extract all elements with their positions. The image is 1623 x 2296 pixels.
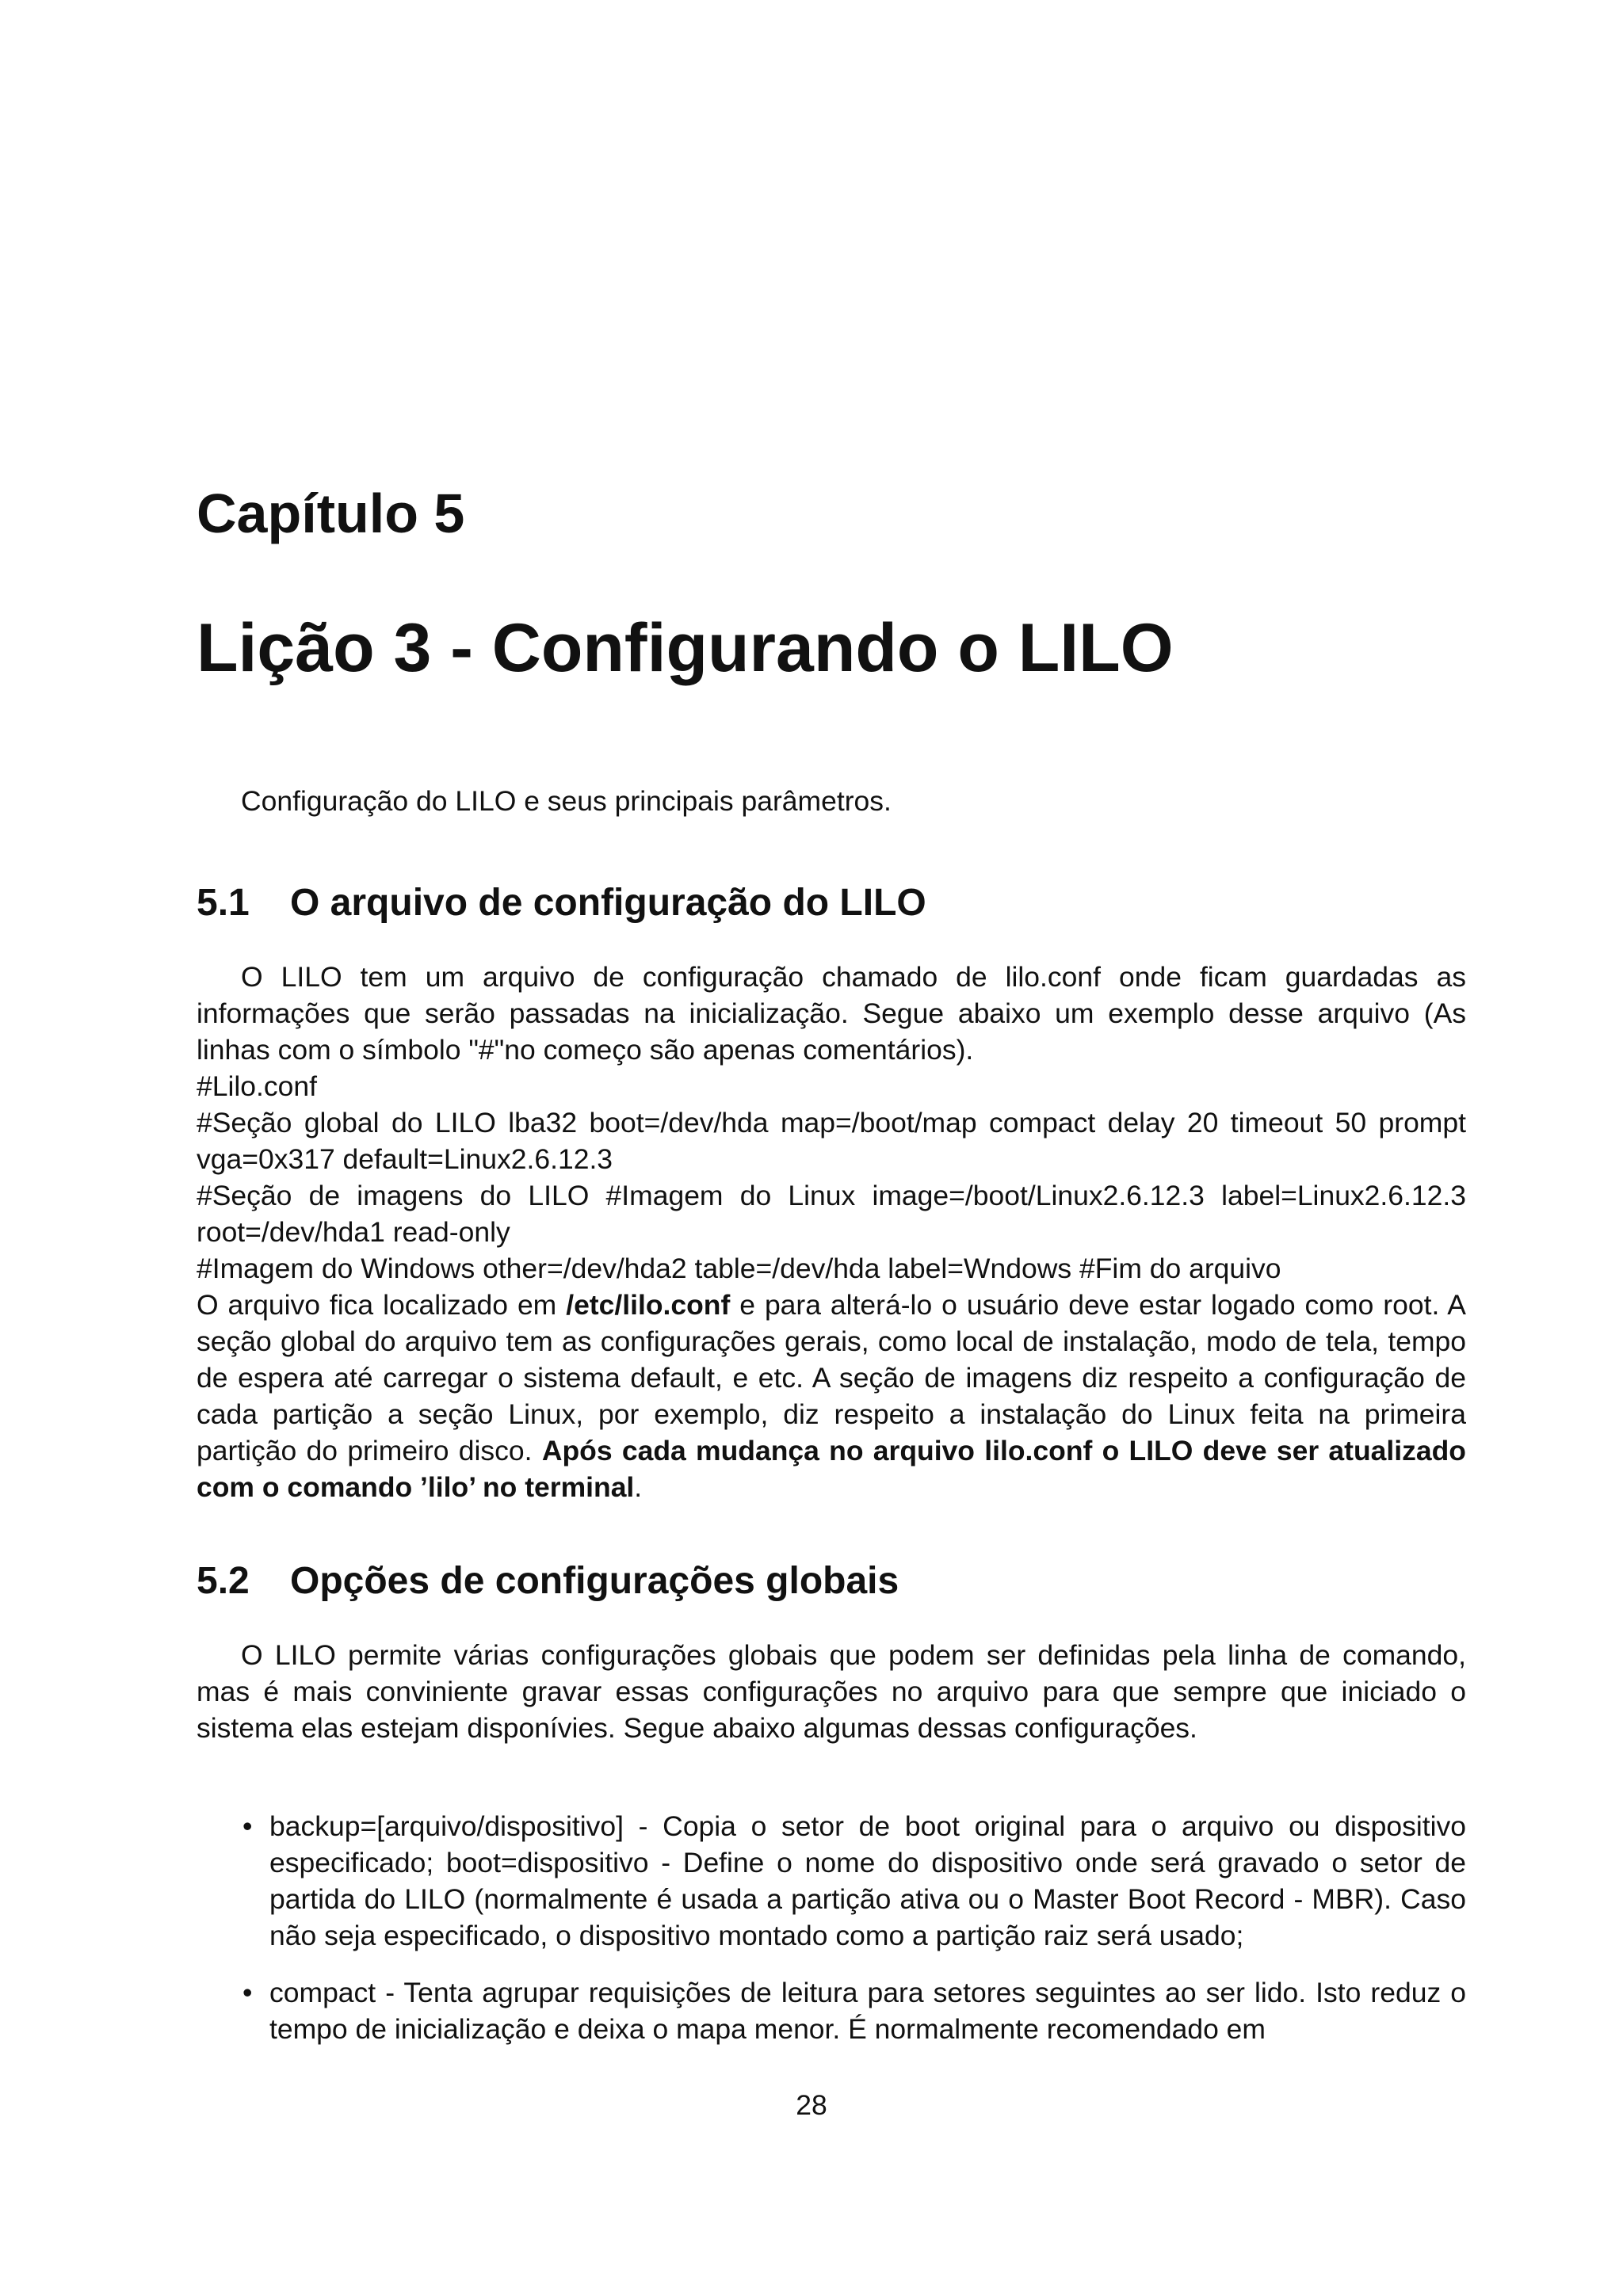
text-run: O arquivo fica localizado em xyxy=(197,1289,567,1321)
list-item-text: backup=[arquivo/dispositivo] - Copia o setor de boot original para o arquivo ou dispositivo especificado; boot=dispositivo - Define o nome do dispositivo onde será gravado o setor de partida do LILO (normalmente é usada a partição ativa ou o Master Boot Record - MBR). Caso não seja especificado, o dispositivo montado como a partição raiz será usado; xyxy=(269,1810,1466,1951)
section-number: 5.1 xyxy=(197,882,250,924)
section-5-2-body xyxy=(197,1637,1466,1746)
section-number: 5.2 xyxy=(197,1560,250,1602)
page-number: 28 xyxy=(796,2089,827,2121)
code-line: #Imagem do Windows other=/dev/hda2 table=/dev/hda label=Wndows #Fim do arquivo xyxy=(197,1253,1281,1284)
code-line: #Seção global do LILO lba32 boot=/dev/hda map=/boot/map compact delay 20 timeout 50 prompt vga=0x317 default=Linux2.6.12.3 xyxy=(197,1107,1466,1175)
intro-text: Configuração do LILO e seus principais parâmetros. xyxy=(241,785,892,817)
bullet-icon: • xyxy=(242,1977,253,2008)
list-item xyxy=(197,1808,1466,1954)
section-heading-5-1 xyxy=(197,881,926,925)
config-options-list xyxy=(197,1808,1466,2068)
section-heading-5-2 xyxy=(197,1559,899,1604)
list-item-text: compact - Tenta agrupar requisições de leitura para setores seguintes ao ser lido. Isto reduz o tempo de inicialização e deixa o mapa menor. É normalmente recomendado em xyxy=(269,1977,1466,2045)
text-run: e para alterá-lo o usuário deve estar logado como root. A seção global do arquivo tem as configurações gerais, como local de instalação, modo de tela, tempo de espera até carregar o sistema default, e etc. A seção de imagens diz respeito a configuração de cada partição a seção Linux, por exemplo, diz respeito a instalação do Linux feita na primeira partição do primeiro disco. xyxy=(197,1289,1466,1466)
emphasis-text: Após cada mudança no arquivo lilo.conf o LILO deve ser atualizado com o comando ’lilo’ no terminal xyxy=(197,1435,1466,1503)
bullet-icon: • xyxy=(242,1810,253,1842)
file-path: /etc/lilo.conf xyxy=(566,1289,731,1321)
section-5-1-body xyxy=(197,959,1466,1505)
code-line: #Lilo.conf xyxy=(197,1070,317,1102)
section-title: Opções de configurações globais xyxy=(290,1560,899,1602)
section-title: O arquivo de configuração do LILO xyxy=(290,882,926,924)
chapter-title: Lição 3 - Configurando o LILO xyxy=(197,610,1174,686)
chapter-label: Capítulo 5 xyxy=(197,482,465,544)
paragraph: O LILO tem um arquivo de configuração chamado de lilo.conf onde ficam guardadas as informações que serão passadas na inicialização. Segue abaixo um exemplo desse arquivo (As linhas com o símbolo "#"no começo são apenas comentários). xyxy=(197,961,1466,1066)
code-line: #Seção de imagens do LILO #Imagem do Linux image=/boot/Linux2.6.12.3 label=Linux2.6.12.3 root=/dev/hda1 read-only xyxy=(197,1180,1466,1248)
paragraph: O LILO permite várias configurações globais que podem ser definidas pela linha de comando, mas é mais conviniente gravar essas configurações no arquivo para que sempre que iniciado o sistema elas estejam disponívies. Segue abaixo algumas dessas configurações. xyxy=(197,1639,1466,1744)
text-run: . xyxy=(634,1471,643,1503)
list-item xyxy=(197,1974,1466,2047)
paragraph xyxy=(197,1287,1466,1505)
chapter-intro xyxy=(197,783,1466,819)
